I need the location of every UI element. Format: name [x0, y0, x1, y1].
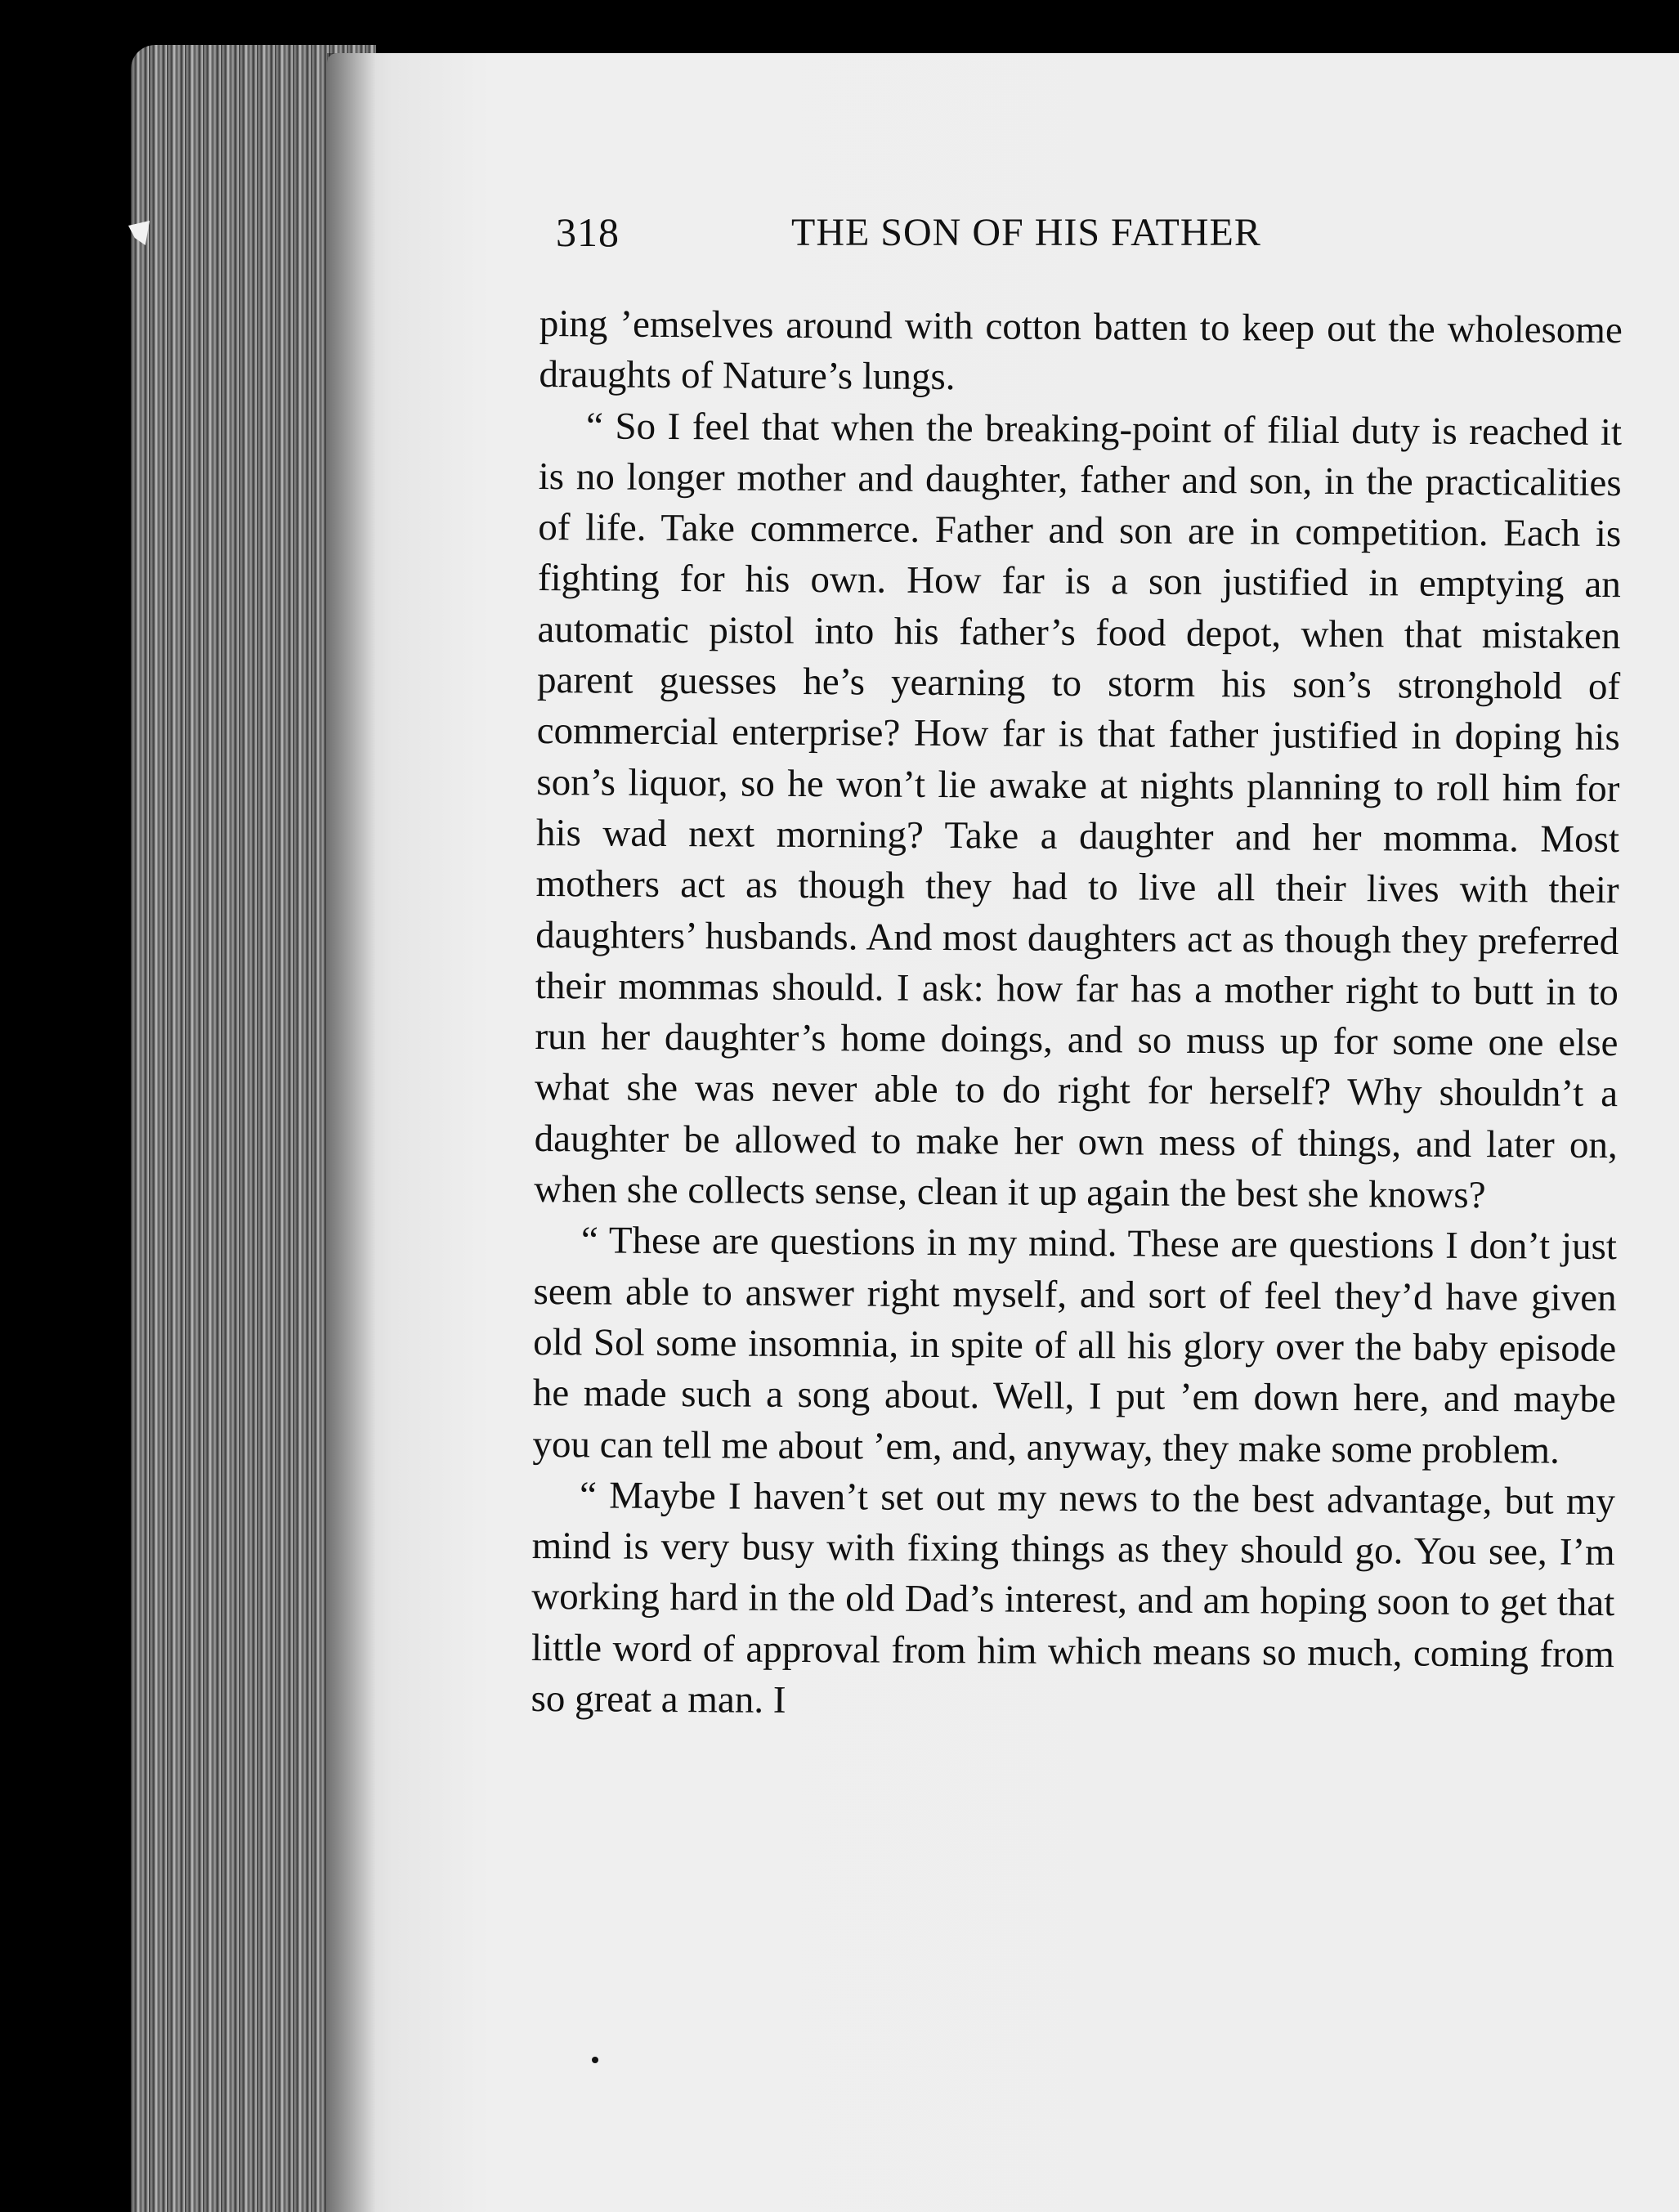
paragraph: “ Maybe I haven’t set out my news to the best advantage, but my mind is very busy with fixing things as they should go. You see, I’m working hard in the old Dad’s interest, and am hoping soon to get that little word of approval from him which means so much, coming from so great a man. I	[531, 1474, 1616, 1722]
ink-dot	[592, 2057, 598, 2063]
paragraph: ping ’emselves around with cotton batten to keep out the wholesome draughts of Nature’s lungs.	[539, 302, 1623, 399]
body-text	[531, 298, 1623, 1731]
page-gutter-shadow	[327, 53, 376, 2212]
running-title: THE SON OF HIS FATHER	[791, 211, 1261, 254]
running-header	[556, 208, 1619, 274]
page-number: 318	[556, 209, 620, 255]
paragraph: “ These are questions in my mind. These are questions I don’t just seem able to answer right myself, and sort of feel they’d have given old Sol some insomnia, in spite of all his glory over the baby episode he made such a song about. Well, I put ’em down here, and maybe you can tell me about ’em, and, anyway, they make some problem.	[532, 1219, 1618, 1472]
paragraph: “ So I feel that when the breaking-point of filial duty is reached it is no longer mother and daughter, father and son, in the practicalities of life. Take commerce. Father and son are in competition. Each is fighting for his own. How far is a son justified in emptying an automatic pistol into his father’s food depot, when that mistaken parent guesses he’s yearning to storm his son’s stronghold of commercial enterprise? How far is that father justified in doping his son’s liquor, so he won’t lie awake at nights planning to roll him for his wad next morning? Take a daughter and her momma. Most mothers act as though they had to live all their lives with their daughters’ husbands. And most daughters act as though they preferred their mommas should. I ask: how far has a mother right to butt in to run her daughter’s home doings, and so muss up for some one else what she was never able to do right for herself? Why shouldn’t a daughter be allowed to make her own mess of things, and later on, when she collects sense, clean it up again the best she knows?	[534, 404, 1623, 1217]
